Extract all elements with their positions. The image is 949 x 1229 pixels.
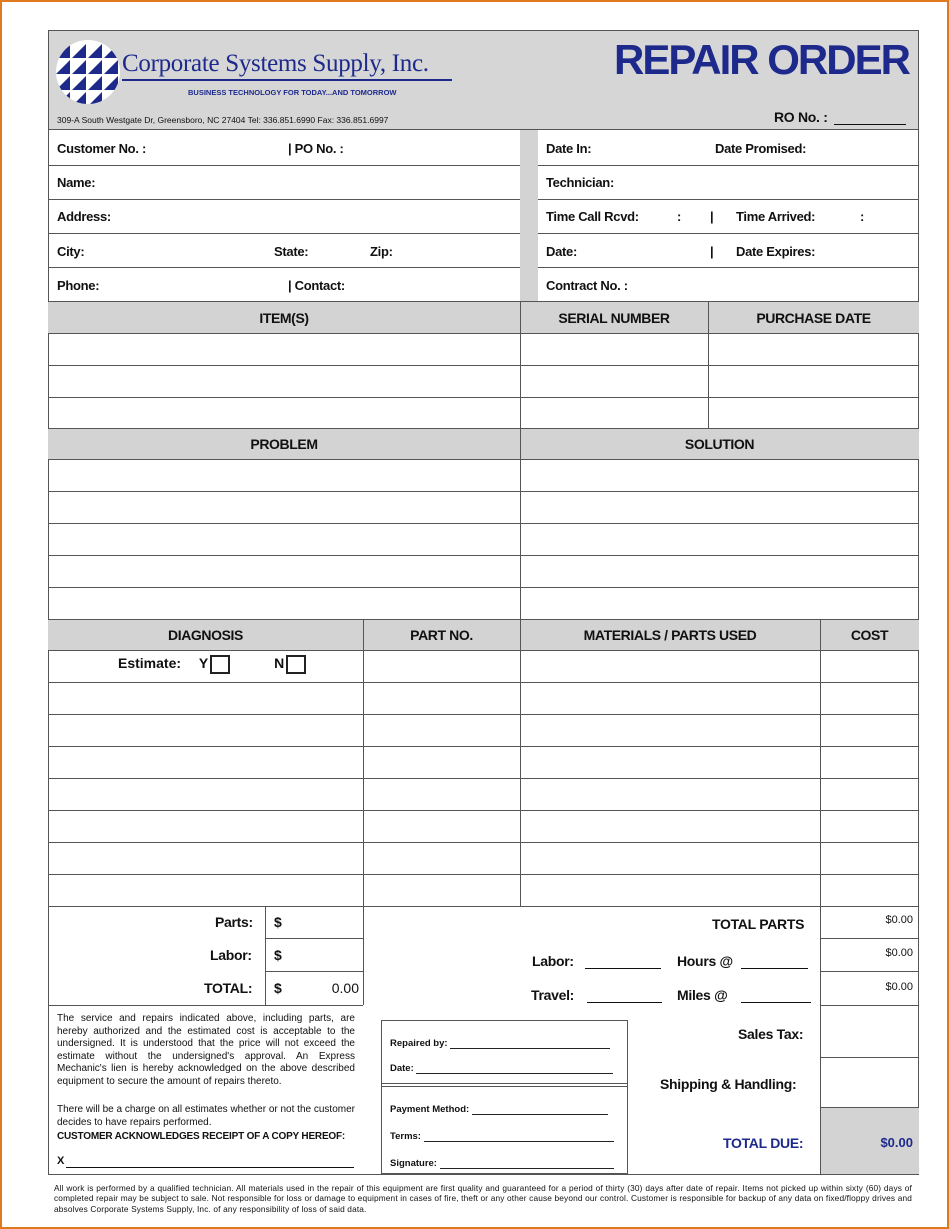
company-tagline: BUSINESS TECHNOLOGY FOR TODAY...AND TOMORROW (188, 88, 397, 97)
items-column-header: ITEM(S) (259, 310, 309, 326)
contract-no-field[interactable]: Contract No. : (546, 278, 628, 293)
estimate-parts-currency[interactable]: $ (274, 914, 282, 930)
state-field[interactable]: State: (274, 244, 309, 259)
repaired-by-field[interactable]: Repaired by: (390, 1037, 610, 1049)
materials-column-header: MATERIALS / PARTS USED (583, 627, 757, 643)
phone-field[interactable]: Phone: (57, 278, 100, 293)
miles-rate-input-line[interactable] (741, 1002, 811, 1003)
footer-terms: All work is performed by a qualified technician. All materials used in the repair of this equipment are first quality and guaranteed for a period of thirty (30) days after date of repair. Items not picked up within sixty (60) days of completed repair may be subject to sale. Not responsible for loss or damage to equipment in cases of fire, theft or any other cause beyond our control. Customer is responsible for backup of any data on fixed/floppy drives and absolves Corporate Systems Supply, Inc. of any responsibility of loss of said data. (54, 1183, 912, 1214)
estimate-parts-label: Parts: (215, 914, 253, 930)
labor-value: $0.00 (885, 947, 913, 959)
hours-label: Hours @ (677, 953, 733, 969)
estimate-total-label: TOTAL: (204, 980, 253, 996)
separator: | (710, 244, 714, 259)
total-parts-label: TOTAL PARTS (712, 916, 805, 932)
estimate-row (118, 655, 306, 674)
miles-label: Miles @ (677, 987, 728, 1003)
travel-input-line[interactable] (587, 1002, 662, 1003)
travel-label: Travel: (531, 987, 575, 1003)
estimate-no-checkbox[interactable] (286, 655, 306, 674)
estimate-yes-checkbox[interactable] (210, 655, 230, 674)
payment-method-field[interactable]: Payment Method: (390, 1103, 608, 1115)
estimate-no-label: N (274, 655, 285, 672)
authorization-text: The service and repairs indicated above, including parts, are hereby authorized and the estimated cost is acceptable to the undersigned. It is understood that the price will not exceed the estimate without the undersigned's approval. An Express Mechanic's lien is hereby acknowledged on the above described equipment to secure the amount of repairs thereto. (57, 1013, 355, 1087)
total-parts-value: $0.00 (885, 914, 913, 926)
terms-field[interactable]: Terms: (390, 1130, 614, 1142)
estimate-labor-currency[interactable]: $ (274, 947, 282, 963)
part-no-column-header: PART NO. (410, 627, 473, 643)
po-no-field[interactable]: | PO No. : (288, 141, 344, 156)
sales-tax-label: Sales Tax: (738, 1026, 804, 1042)
name-field[interactable]: Name: (57, 175, 96, 190)
estimate-yes-label: Y (198, 655, 209, 672)
shipping-label: Shipping & Handling: (660, 1076, 797, 1092)
signature-field[interactable]: Signature: (390, 1157, 614, 1169)
customer-signature-x: X (57, 1155, 65, 1167)
date-expires-field[interactable]: Date Expires: (736, 244, 816, 259)
diagnosis-column-header: DIAGNOSIS (168, 627, 243, 643)
ro-number-label: RO No. : (774, 109, 828, 125)
contact-field[interactable]: | Contact: (288, 278, 345, 293)
travel-value: $0.00 (885, 981, 913, 993)
customer-no-field[interactable]: Customer No. : (57, 141, 146, 156)
time-arrived-field[interactable]: Time Arrived: (736, 209, 816, 224)
estimate-charge-text: There will be a charge on all estimates whether or not the customer decides to have repairs performed. (57, 1104, 355, 1128)
repair-date-field[interactable]: Date: (390, 1062, 613, 1074)
time-arrived-colon: : (860, 209, 865, 224)
time-call-colon: : (677, 209, 682, 224)
acknowledgement-text: CUSTOMER ACKNOWLEDGES RECEIPT OF A COPY HEREOF: (57, 1131, 346, 1142)
total-due-value: $0.00 (880, 1135, 913, 1150)
hours-rate-input-line[interactable] (741, 968, 808, 969)
technician-field[interactable]: Technician: (546, 175, 614, 190)
purchase-date-column-header: PURCHASE DATE (756, 310, 871, 326)
address-field[interactable]: Address: (57, 209, 111, 224)
customer-signature-line[interactable] (66, 1167, 354, 1168)
problem-column-header: PROBLEM (250, 436, 318, 452)
date-in-field[interactable]: Date In: (546, 141, 592, 156)
estimate-total-value: 0.00 (331, 980, 359, 996)
solution-column-header: SOLUTION (684, 436, 755, 452)
total-due-label: TOTAL DUE: (723, 1135, 804, 1151)
estimate-label: Estimate: (118, 655, 182, 672)
separator: | (710, 209, 714, 224)
page-title: REPAIR ORDER (614, 36, 909, 83)
cost-column-header: COST (850, 627, 889, 643)
repair-order-form (48, 30, 919, 1175)
serial-number-column-header: SERIAL NUMBER (558, 310, 670, 326)
column-divider-shade (520, 130, 538, 301)
labor-input-line[interactable] (585, 968, 661, 969)
signoff-divider (381, 1083, 628, 1087)
date-field[interactable]: Date: (546, 244, 578, 259)
company-name: Corporate Systems Supply, Inc. (122, 50, 429, 77)
company-address: 309-A South Westgate Dr, Greensboro, NC 27404 Tel: 336.851.6990 Fax: 336.851.6997 (57, 115, 389, 125)
zip-field[interactable]: Zip: (370, 244, 393, 259)
estimate-labor-label: Labor: (210, 947, 252, 963)
city-field[interactable]: City: (57, 244, 85, 259)
date-promised-field[interactable]: Date Promised: (715, 141, 807, 156)
estimate-total-currency: $ (274, 980, 282, 996)
labor-label: Labor: (532, 953, 574, 969)
time-call-field[interactable]: Time Call Rcvd: (546, 209, 639, 224)
